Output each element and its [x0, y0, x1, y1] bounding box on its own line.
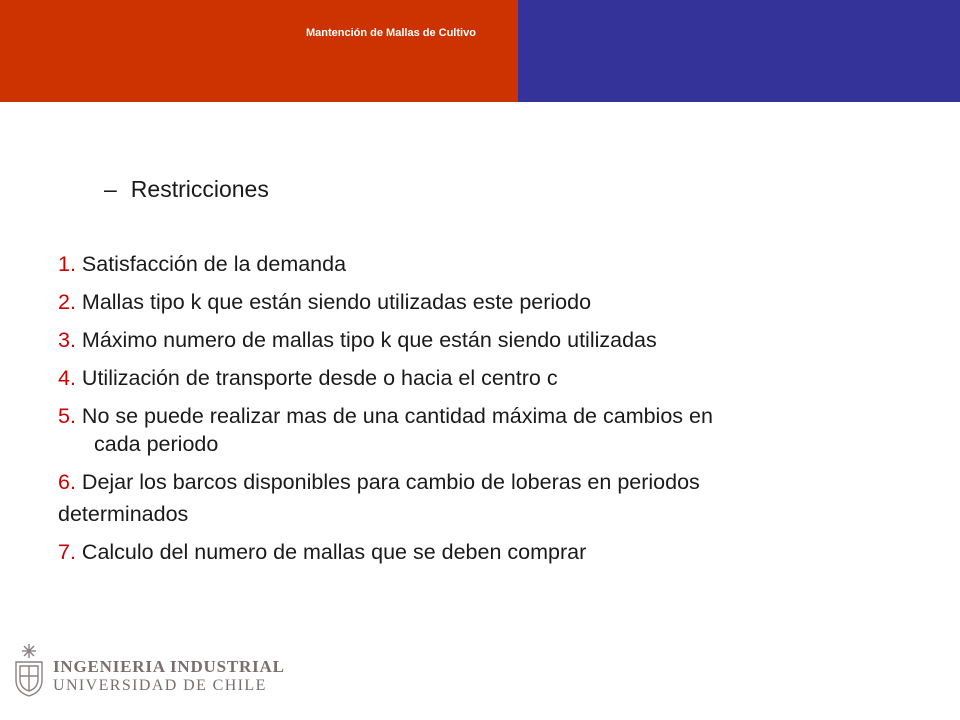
item-text: Mallas tipo k que están siendo utilizadas este periodo — [75, 290, 592, 314]
logo-line-1: INGENIERIA INDUSTRIAL — [53, 657, 285, 676]
university-seal-icon — [12, 642, 46, 698]
list-item-6 — [58, 468, 918, 496]
list-item-5 — [58, 402, 918, 458]
list-item-2 — [58, 288, 918, 316]
item-number: 5. — [58, 404, 76, 428]
list-item-4 — [58, 364, 918, 392]
restriction-list — [58, 250, 918, 576]
item-text: Satisfacción de la demanda — [75, 252, 347, 276]
list-item-7 — [58, 538, 918, 566]
item-number: 2. — [58, 290, 76, 314]
heading-text: Restricciones — [130, 176, 269, 202]
university-logo — [12, 642, 285, 702]
item-text: Dejar los barcos disponibles para cambio de loberas en periodos — [75, 470, 700, 494]
item-text: determinados — [58, 502, 189, 526]
header-blue-band — [518, 0, 960, 102]
section-heading — [104, 176, 269, 203]
list-item-6-continuation — [58, 500, 918, 528]
item-text: Utilización de transporte desde o hacia el centro c — [75, 366, 558, 390]
item-continuation: cada periodo — [94, 432, 219, 456]
logo-line-2: UNIVERSIDAD DE CHILE — [53, 677, 267, 694]
list-item-3 — [58, 326, 918, 354]
item-number: 7. — [58, 540, 76, 564]
item-text: Calculo del numero de mallas que se deben comprar — [75, 540, 587, 564]
item-number: 4. — [58, 366, 76, 390]
item-text: Máximo numero de mallas tipo k que están siendo utilizadas — [75, 328, 657, 352]
item-number: 6. — [58, 470, 76, 494]
heading-dash: – — [104, 176, 117, 202]
item-text: No se puede realizar mas de una cantidad máxima de cambios en — [75, 404, 713, 428]
list-item-1 — [58, 250, 918, 278]
header-title: Mantención de Mallas de Cultivo — [306, 27, 476, 39]
item-number: 1. — [58, 252, 76, 276]
item-number: 3. — [58, 328, 76, 352]
header-red-band — [0, 0, 518, 102]
